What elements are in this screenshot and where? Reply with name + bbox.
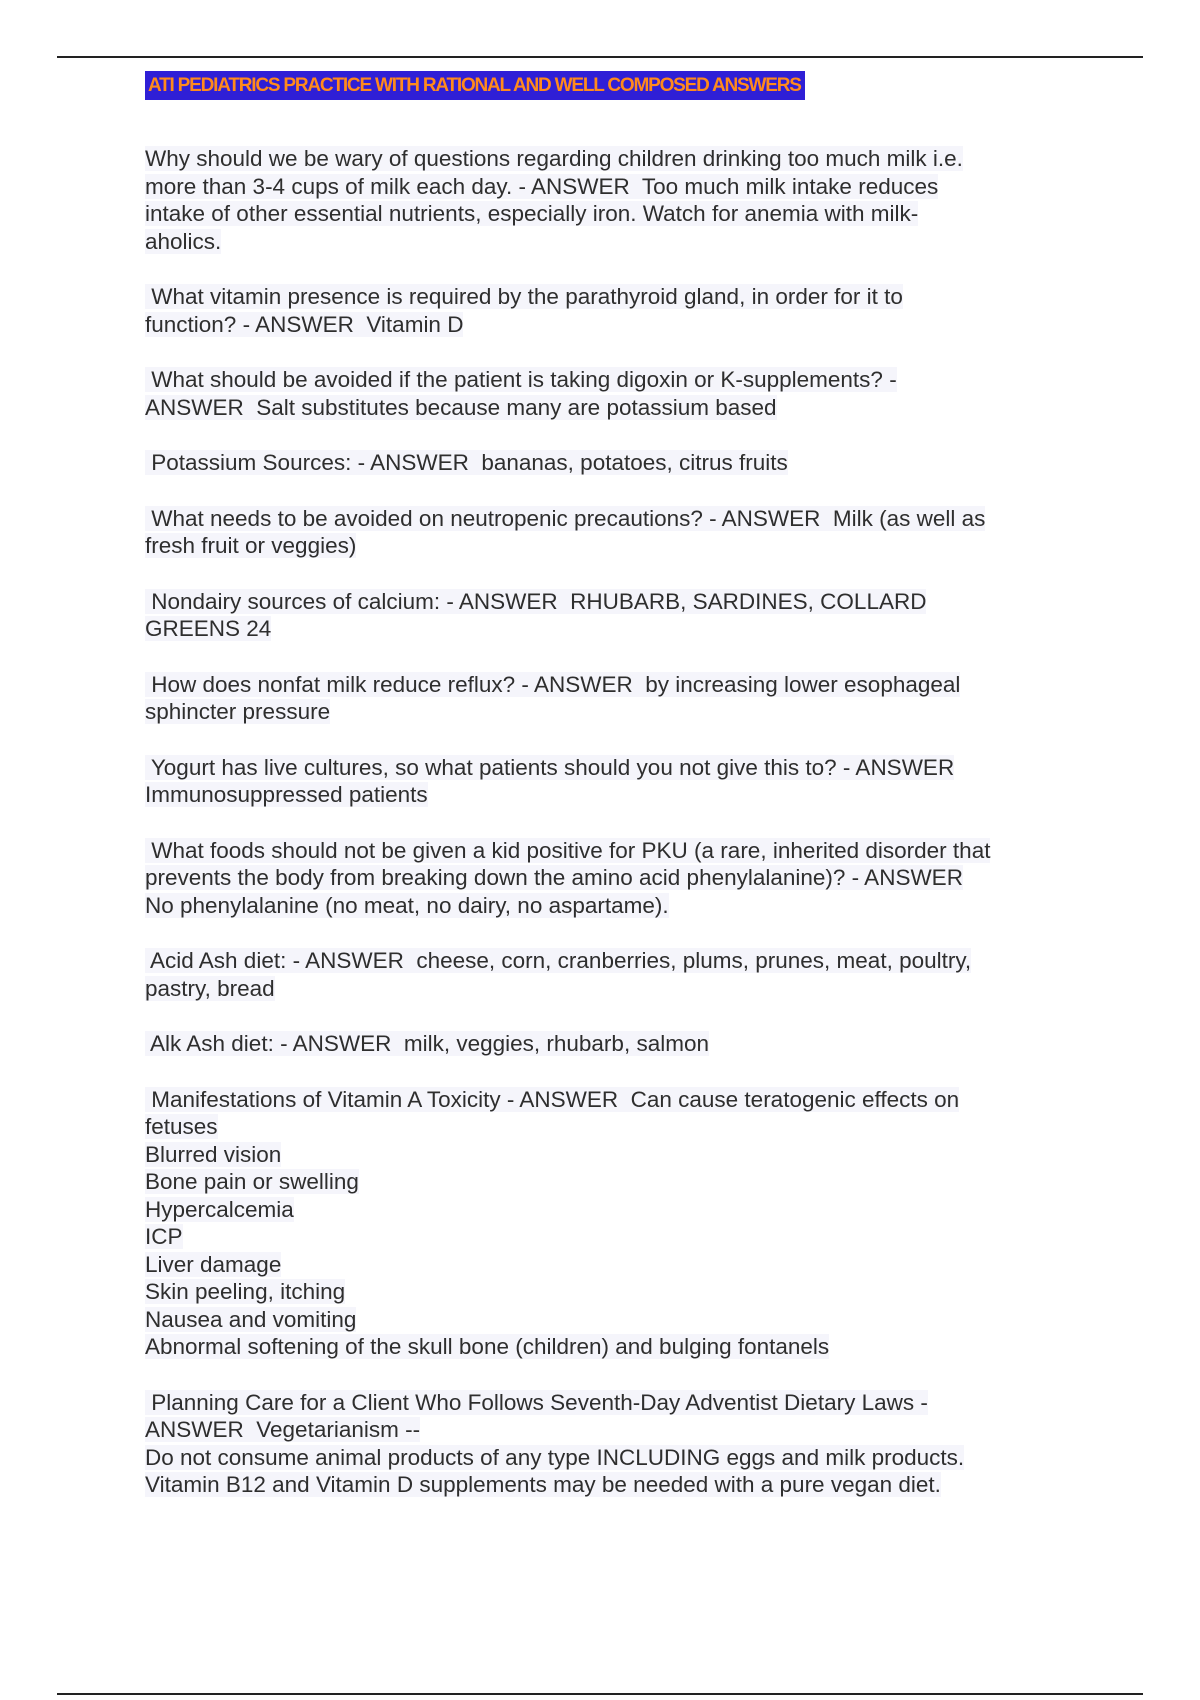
qa-line-text: ANSWER Vegetarianism --	[145, 1417, 421, 1442]
qa-line-text: What needs to be avoided on neutropenic precautions? - ANSWER Milk (as well as	[145, 505, 986, 531]
qa-line-text: Skin peeling, itching	[145, 1279, 346, 1304]
qa-line-text: What vitamin presence is required by the parathyroid gland, in order for it to	[145, 284, 903, 309]
qa-line	[145, 1141, 1075, 1169]
qa-line-text: prevents the body from breaking down the amino acid phenylalanine)? - ANSWER	[145, 865, 963, 890]
qa-line-text: ICP	[145, 1224, 183, 1249]
qa-line	[145, 1086, 1075, 1114]
qa-line-text: What foods should not be given a kid positive for PKU (a rare, inherited disorder that	[145, 837, 991, 863]
qa-line	[145, 311, 1075, 339]
qa-line-text: Yogurt has live cultures, so what patients should you not give this to? - ANSWER	[145, 754, 955, 780]
qa-line-text: Nausea and vomiting	[145, 1306, 357, 1332]
qa-line	[145, 698, 1075, 726]
qa-line-text: fetuses	[145, 1114, 218, 1139]
qa-line-text: What should be avoided if the patient is taking digoxin or K-supplements? -	[145, 367, 897, 392]
qa-item	[145, 1086, 1075, 1361]
qa-item	[145, 1030, 1075, 1058]
qa-line-text: ANSWER Salt substitutes because many are potassium based	[145, 394, 777, 420]
qa-line-text: No phenylalanine (no meat, no dairy, no aspartame).	[145, 892, 669, 918]
qa-line	[145, 1444, 1075, 1472]
qa-line	[145, 975, 1075, 1003]
qa-line-text: aholics.	[145, 228, 222, 254]
top-rule	[57, 56, 1143, 58]
qa-item	[145, 588, 1075, 643]
qa-line-text: Vitamin B12 and Vitamin D supplements may be needed with a pure vegan diet.	[145, 1472, 941, 1497]
qa-line-text: Why should we be wary of questions regarding children drinking too much milk i.e.	[145, 146, 963, 171]
qa-line	[145, 200, 1075, 228]
qa-item	[145, 947, 1075, 1002]
document-title: ATI PEDIATRICS PRACTICE WITH RATIONAL AND WELL COMPOSED ANSWERS	[145, 71, 805, 100]
qa-line	[145, 173, 1075, 201]
qa-line	[145, 394, 1075, 422]
qa-line	[145, 505, 1075, 533]
qa-item	[145, 837, 1075, 920]
qa-line-text: Alk Ash diet: - ANSWER milk, veggies, rhubarb, salmon	[145, 1031, 709, 1056]
qa-line	[145, 1333, 1075, 1361]
qa-line	[145, 1416, 1075, 1444]
qa-line	[145, 145, 1075, 173]
qa-line-text: Manifestations of Vitamin A Toxicity - ANSWER Can cause teratogenic effects on	[145, 1086, 960, 1112]
qa-line	[145, 947, 1075, 975]
qa-line-text: Nondairy sources of calcium: - ANSWER RHUBARB, SARDINES, COLLARD	[145, 588, 927, 614]
qa-line-text: function? - ANSWER Vitamin D	[145, 311, 464, 337]
qa-line	[145, 1306, 1075, 1334]
qa-line	[145, 1389, 1075, 1417]
bottom-rule	[57, 1693, 1143, 1695]
qa-line	[145, 1113, 1075, 1141]
qa-item	[145, 1389, 1075, 1499]
qa-line-text: Abnormal softening of the skull bone (children) and bulging fontanels	[145, 1334, 830, 1359]
qa-list	[145, 145, 1075, 1527]
qa-line-text: How does nonfat milk reduce reflux? - ANSWER by increasing lower esophageal	[145, 671, 961, 697]
title-block	[145, 71, 805, 100]
qa-line-text: Potassium Sources: - ANSWER bananas, potatoes, citrus fruits	[145, 450, 788, 475]
qa-line-text: pastry, bread	[145, 975, 275, 1001]
qa-line	[145, 1251, 1075, 1279]
qa-line-text: intake of other essential nutrients, especially iron. Watch for anemia with milk-	[145, 201, 919, 226]
qa-line	[145, 864, 1075, 892]
qa-item	[145, 671, 1075, 726]
qa-line-text: GREENS 24	[145, 616, 272, 641]
qa-item	[145, 505, 1075, 560]
qa-line-text: Liver damage	[145, 1251, 282, 1277]
qa-line	[145, 1030, 1075, 1058]
qa-line-text: sphincter pressure	[145, 699, 331, 724]
qa-item	[145, 145, 1075, 255]
qa-line	[145, 366, 1075, 394]
qa-line	[145, 671, 1075, 699]
qa-line	[145, 588, 1075, 616]
qa-line	[145, 1196, 1075, 1224]
qa-line	[145, 892, 1075, 920]
qa-line-text: Bone pain or swelling	[145, 1169, 359, 1194]
qa-item	[145, 283, 1075, 338]
qa-line-text: Acid Ash diet: - ANSWER cheese, corn, cranberries, plums, prunes, meat, poultry,	[145, 948, 972, 973]
qa-line	[145, 615, 1075, 643]
qa-line	[145, 1278, 1075, 1306]
qa-line	[145, 283, 1075, 311]
qa-item	[145, 366, 1075, 421]
qa-line	[145, 1168, 1075, 1196]
qa-line	[145, 1223, 1075, 1251]
qa-line-text: Immunosuppressed patients	[145, 782, 428, 807]
qa-item	[145, 449, 1075, 477]
qa-line	[145, 754, 1075, 782]
qa-item	[145, 754, 1075, 809]
qa-line-text: Do not consume animal products of any type INCLUDING eggs and milk products.	[145, 1444, 965, 1470]
qa-line	[145, 228, 1075, 256]
qa-line-text: fresh fruit or veggies)	[145, 533, 357, 558]
qa-line	[145, 837, 1075, 865]
qa-line-text: Hypercalcemia	[145, 1196, 294, 1222]
qa-line	[145, 532, 1075, 560]
qa-line-text: Blurred vision	[145, 1141, 282, 1167]
qa-line-text: more than 3-4 cups of milk each day. - ANSWER Too much milk intake reduces	[145, 173, 939, 199]
qa-line-text: Planning Care for a Client Who Follows Seventh-Day Adventist Dietary Laws -	[145, 1389, 928, 1415]
qa-line	[145, 781, 1075, 809]
qa-line	[145, 449, 1075, 477]
qa-line	[145, 1471, 1075, 1499]
